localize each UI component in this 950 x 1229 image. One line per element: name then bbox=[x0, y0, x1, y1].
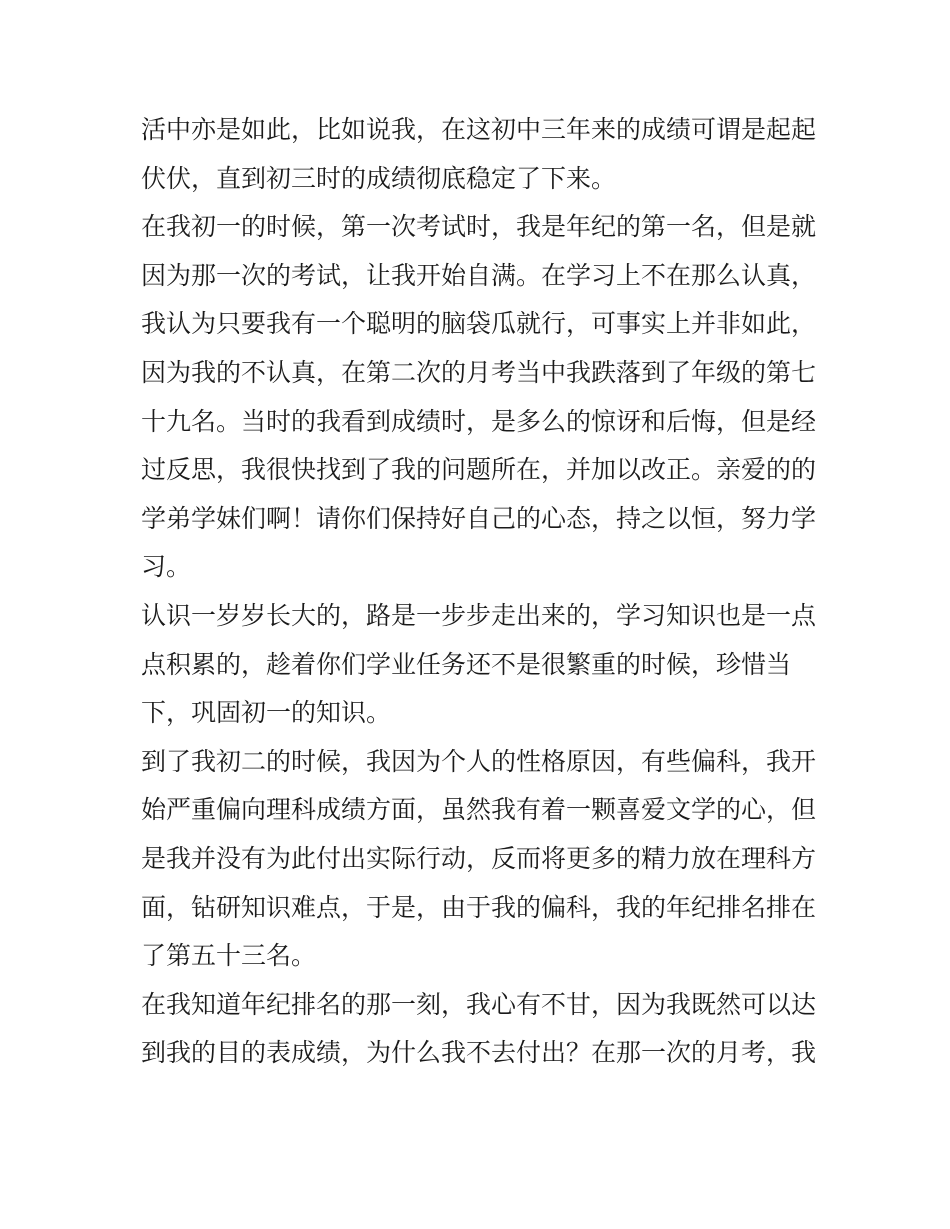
text-line: 面，钻研知识难点，于是，由于我的偏科，我的年纪排名排在 bbox=[141, 892, 817, 922]
text-line: 在我知道年纪排名的那一刻，我心有不甘，因为我既然可以达 bbox=[141, 989, 817, 1019]
text-line: 认识一岁岁长大的，路是一步步走出来的，学习知识也是一点 bbox=[141, 600, 817, 630]
text-line: 了第五十三名。 bbox=[141, 941, 317, 971]
text-line: 在我初一的时候，第一次考试时，我是年纪的第一名，但是就 bbox=[141, 212, 817, 242]
text-line: 学弟学妹们啊！请你们保持好自己的心态，持之以恒，努力学 bbox=[141, 503, 817, 533]
text-line: 伏伏，直到初三时的成绩彻底稳定了下来。 bbox=[141, 163, 617, 193]
text-line: 习。 bbox=[141, 552, 192, 582]
text-line: 十九名。当时的我看到成绩时，是多么的惊讶和后悔，但是经 bbox=[141, 406, 817, 436]
text-line: 始严重偏向理科成绩方面，虽然我有着一颗喜爱文学的心，但 bbox=[141, 795, 817, 825]
text-line: 活中亦是如此，比如说我，在这初中三年来的成绩可谓是起起 bbox=[141, 115, 817, 144]
text-line: 到了我初二的时候，我因为个人的性格原因，有些偏科，我开 bbox=[141, 746, 817, 776]
text-line: 因为我的不认真，在第二次的月考当中我跌落到了年级的第七 bbox=[141, 357, 817, 387]
body-text bbox=[141, 106, 821, 1078]
text-line: 下，巩固初一的知识。 bbox=[141, 698, 392, 728]
text-line: 因为那一次的考试，让我开始自满。在学习上不在那么认真， bbox=[141, 260, 817, 290]
text-line: 是我并没有为此付出实际行动，反而将更多的精力放在理科方 bbox=[141, 843, 817, 873]
text-line: 到我的目的表成绩，为什么我不去付出？在那一次的月考，我 bbox=[141, 1038, 817, 1068]
text-line: 过反思，我很快找到了我的问题所在，并加以改正。亲爱的的 bbox=[141, 455, 817, 485]
text-line: 我认为只要我有一个聪明的脑袋瓜就行，可事实上并非如此， bbox=[141, 309, 817, 339]
text-line: 点积累的，趁着你们学业任务还不是很繁重的时候，珍惜当 bbox=[141, 649, 792, 679]
